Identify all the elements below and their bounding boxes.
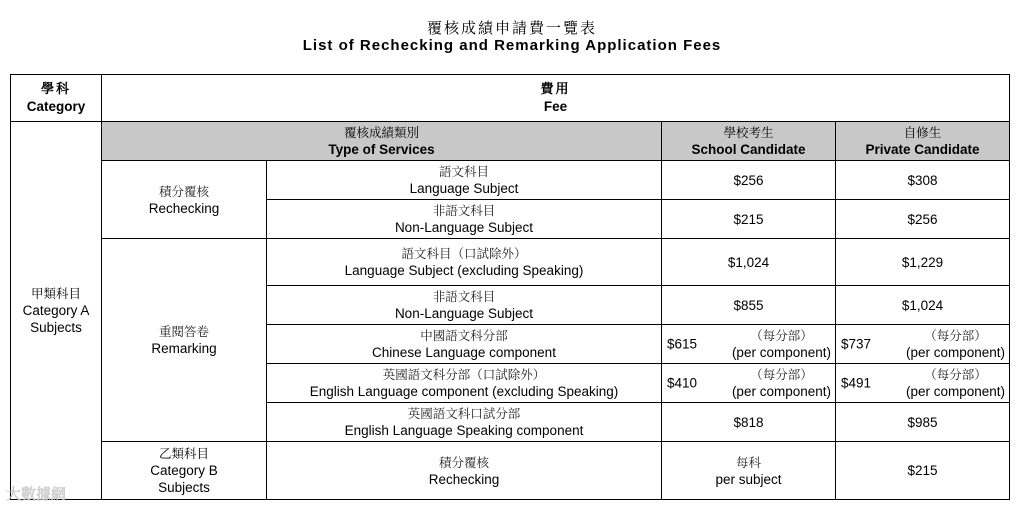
- private-candidate-header: [836, 122, 1010, 161]
- service-rechecking-a: [102, 161, 267, 239]
- category-a-cell: [11, 122, 102, 500]
- per-component-note: [732, 366, 831, 400]
- service-rechecking-b: [267, 442, 662, 500]
- table-subheader-row: [11, 122, 1010, 161]
- subject-type-en: per subject: [715, 471, 782, 487]
- per-component-en: (per component): [731, 384, 831, 399]
- subject-type-cell: [267, 403, 662, 442]
- private-fee: $1,229: [836, 239, 1010, 286]
- subject-type-zh: 非語文科目: [432, 203, 496, 218]
- fee-header-zh: 費用: [540, 82, 571, 97]
- private-fee-per-component: [836, 325, 1010, 364]
- per-component-en: (per component): [905, 345, 1006, 360]
- subject-type-en: Non-Language Subject: [394, 306, 534, 321]
- category-header-en: Category: [26, 99, 86, 114]
- category-header: [11, 75, 102, 122]
- school-fee-amount: $410: [667, 375, 698, 391]
- per-component-zh: （每分部）: [924, 367, 987, 382]
- school-fee: $855: [662, 286, 836, 325]
- subject-type-en: English Language component (excluding Speaking): [309, 384, 619, 399]
- private-fee: $308: [836, 161, 1010, 200]
- subject-type-en: Chinese Language component: [372, 345, 556, 360]
- school-fee: $1,024: [662, 239, 836, 286]
- per-component-en: (per component): [905, 384, 1006, 399]
- subject-type-cell: [267, 364, 662, 403]
- rechecking-zh: 積分覆核: [158, 183, 209, 199]
- subject-type-cell: [267, 286, 662, 325]
- rechecking-en: Rechecking: [428, 471, 500, 487]
- category-a-en-line2: Subjects: [30, 320, 82, 335]
- private-fee-amount: $737: [841, 336, 872, 352]
- remarking-en: Remarking: [151, 341, 217, 356]
- subject-type-en: Language Subject: [409, 181, 519, 196]
- per-component-en: (per component): [731, 345, 831, 360]
- subject-type-zh: 英國語文科口試分部: [407, 406, 521, 421]
- subject-type-zh: 非語文科目: [432, 289, 496, 304]
- school-candidate-header-en: School Candidate: [691, 142, 806, 157]
- page-title-english: List of Rechecking and Remarking Application Fees: [302, 37, 722, 54]
- per-component-note: [732, 327, 831, 361]
- category-b-en-line2: Subjects: [158, 480, 210, 495]
- category-a-en-line1: Category A: [22, 303, 90, 318]
- fee-header-en: Fee: [543, 99, 568, 114]
- subject-type-en: Language Subject (excluding Speaking): [344, 263, 584, 278]
- subject-type-cell: [662, 442, 836, 500]
- school-fee-amount: $615: [667, 336, 698, 352]
- school-fee: $215: [662, 200, 836, 239]
- per-component-note: [906, 366, 1005, 400]
- school-candidate-header-zh: 學校考生: [723, 125, 774, 140]
- category-header-zh: 學科: [40, 82, 71, 97]
- services-type-header-zh: 覆核成績類別: [343, 125, 419, 140]
- subject-type-en: English Language Speaking component: [344, 423, 584, 438]
- subject-type-cell: [267, 239, 662, 286]
- subject-type-zh: 語文科目（口試除外）: [401, 246, 527, 261]
- category-a-zh: 甲類科目: [30, 286, 81, 301]
- subject-type-zh: 英國語文科分部（口試除外）: [382, 367, 546, 382]
- school-fee-per-component: [662, 325, 836, 364]
- category-b-cell: [102, 442, 267, 500]
- subject-type-zh: 中國語文科分部: [420, 328, 508, 343]
- school-candidate-header: [662, 122, 836, 161]
- subject-type-cell: [267, 161, 662, 200]
- subject-type-cell: [267, 325, 662, 364]
- private-candidate-header-en: Private Candidate: [865, 142, 980, 157]
- private-fee: $1,024: [836, 286, 1010, 325]
- school-fee-per-component: [662, 364, 836, 403]
- table-header-row: [11, 75, 1010, 122]
- per-component-zh: （每分部）: [750, 328, 813, 343]
- service-remarking: [102, 239, 267, 442]
- services-type-header: [102, 122, 662, 161]
- per-component-zh: （每分部）: [924, 328, 987, 343]
- page-title-chinese: 覆核成績申請費一覽表: [426, 19, 597, 37]
- category-b-en-line1: Category B: [150, 463, 218, 478]
- subject-type-en: Non-Language Subject: [394, 220, 534, 235]
- per-component-zh: （每分部）: [750, 367, 813, 382]
- remarking-zh: 重閱答卷: [158, 324, 209, 339]
- services-type-header-en: Type of Services: [328, 142, 435, 157]
- category-b-zh: 乙類科目: [158, 446, 209, 461]
- table-row: [11, 442, 1010, 500]
- watermark-text: 大數據網: [6, 485, 67, 503]
- fee-header: [102, 75, 1010, 122]
- private-fee: $985: [836, 403, 1010, 442]
- subject-type-cell: [267, 200, 662, 239]
- rechecking-zh: 積分覆核: [438, 454, 489, 470]
- fees-table: [10, 74, 1010, 500]
- rechecking-en: Rechecking: [148, 200, 220, 216]
- private-fee-amount: $491: [841, 375, 872, 391]
- per-component-note: [906, 327, 1005, 361]
- table-row: [11, 239, 1010, 286]
- private-fee-per-component: [836, 364, 1010, 403]
- school-fee: $215: [836, 442, 1010, 500]
- subject-type-zh: 語文科目: [438, 164, 489, 179]
- school-fee: $256: [662, 161, 836, 200]
- subject-type-zh: 每科: [735, 454, 761, 470]
- private-fee: $256: [836, 200, 1010, 239]
- table-row: [11, 161, 1010, 200]
- school-fee: $818: [662, 403, 836, 442]
- private-candidate-header-zh: 自修生: [903, 125, 942, 140]
